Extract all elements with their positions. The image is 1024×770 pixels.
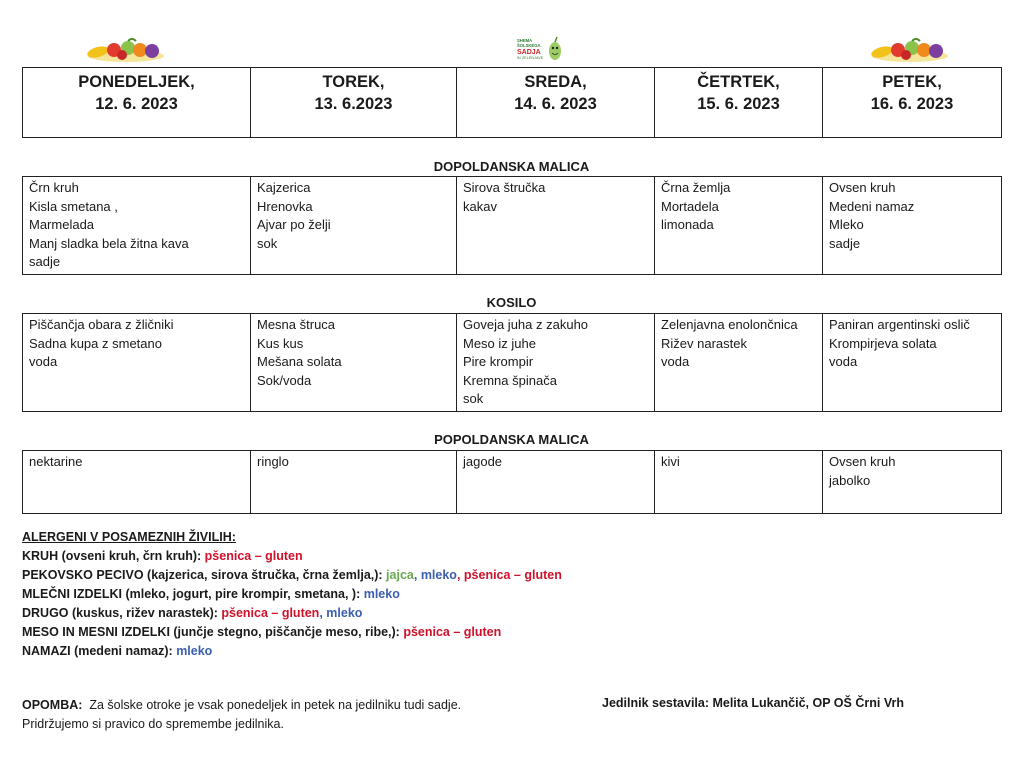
menu-item: Mešana solata <box>257 354 342 370</box>
allergen-label: KRUH (ovseni kruh, črn kruh): <box>22 549 205 563</box>
menu-cell <box>823 451 1002 514</box>
menu-item: jagode <box>463 454 503 469</box>
menu-item: Marmelada <box>29 217 95 233</box>
menu-cell <box>457 451 655 514</box>
allergen-label: PEKOVSKO PECIVO (kajzerica, sirova štručka, črna žemlja,): <box>22 568 387 582</box>
allergen-separator: , <box>456 568 464 582</box>
menu-cell <box>655 177 823 275</box>
day-header-monday <box>23 68 251 138</box>
menu-item: Hrenovka <box>257 198 313 214</box>
menu-item: Kajzerica <box>257 180 311 195</box>
menu-item: Kremna špinača <box>463 372 557 388</box>
note-line-1 <box>22 696 461 715</box>
allergens-heading: ALERGENI V POSAMEZNIH ŽIVILIH: <box>22 530 236 544</box>
menu-item: sok <box>463 391 484 407</box>
logo-text-line-1: SHEMA <box>517 38 533 43</box>
note-section <box>22 696 461 733</box>
allergen-line <box>22 623 562 642</box>
days-header-table <box>22 67 1002 138</box>
allergen-value: pšenica – gluten <box>204 549 303 563</box>
day-name: PETEK, <box>882 73 942 91</box>
section-title-lunch: KOSILO <box>486 295 537 310</box>
section-title-morning-snack: DOPOLDANSKA MALICA <box>433 159 590 174</box>
menu-item: jabolko <box>829 472 871 488</box>
menu-item: sadje <box>829 235 861 251</box>
day-header-friday <box>823 68 1002 138</box>
menu-item: voda <box>29 354 58 370</box>
menu-item: voda <box>661 354 690 370</box>
menu-cell <box>655 451 823 514</box>
menu-item: Mesna štruca <box>257 317 336 332</box>
menu-item: Rižev narastek <box>661 335 747 351</box>
allergen-label: NAMAZI (medeni namaz): <box>22 644 177 658</box>
allergens-section <box>22 528 562 661</box>
menu-cell <box>823 314 1002 412</box>
day-date: 15. 6. 2023 <box>697 95 780 113</box>
day-date: 14. 6. 2023 <box>514 95 597 113</box>
menu-item: ringlo <box>257 454 289 469</box>
menu-item: Manj sladka bela žitna kava <box>29 235 189 251</box>
menu-item: Ajvar po želji <box>257 217 331 233</box>
fruit-vegetables-logo-left <box>84 37 168 66</box>
allergen-label: MESO IN MESNI IZDELKI (junčje stegno, piščančje meso, ribe,): <box>22 625 404 639</box>
morning-snack-table <box>22 176 1002 275</box>
day-header-thursday <box>655 68 823 138</box>
allergen-line <box>22 604 562 623</box>
day-name: TOREK, <box>322 73 385 91</box>
menu-cell <box>251 451 457 514</box>
lunch-table <box>22 313 1002 412</box>
menu-item: Sadna kupa z smetano <box>29 335 162 351</box>
allergen-value: pšenica – gluten <box>403 625 502 639</box>
fruit-vegetables-logo-right <box>868 37 952 66</box>
allergen-label: MLEČNI IZDELKI (mleko, jogurt, pire krompir, smetana, ): <box>22 587 364 601</box>
menu-item: Piščančja obara z žličniki <box>29 317 174 332</box>
allergen-label: DRUGO (kuskus, rižev narastek): <box>22 606 222 620</box>
menu-item: Medeni namaz <box>829 198 915 214</box>
afternoon-snack-table <box>22 450 1002 514</box>
menu-item: Zelenjavna enolončnica <box>661 317 798 332</box>
menu-item: Mleko <box>829 217 864 233</box>
menu-item: nektarine <box>29 454 83 469</box>
allergen-value: jajca <box>386 568 414 582</box>
menu-item: voda <box>829 354 858 370</box>
logo-text-line-4: IN ZELENJAVE <box>517 56 544 60</box>
section-title-afternoon-snack: POPOLDANSKA MALICA <box>434 432 589 447</box>
menu-item: Črna žemlja <box>661 180 731 195</box>
note-label: OPOMBA: <box>22 698 83 712</box>
logo-text-line-2: ŠOLSKEGA <box>517 43 541 48</box>
school-fruit-scheme-logo <box>516 35 564 68</box>
menu-item: Ovsen kruh <box>829 180 896 195</box>
menu-item: Paniran argentinski oslič <box>829 317 970 332</box>
allergen-value: mleko <box>363 587 400 601</box>
allergen-value: mleko <box>420 568 457 582</box>
menu-cell <box>23 314 251 412</box>
day-name: SREDA, <box>524 73 587 91</box>
day-date: 16. 6. 2023 <box>870 95 954 113</box>
menu-item: Meso iz juhe <box>463 335 536 351</box>
allergen-value: mleko <box>326 606 363 620</box>
menu-cell <box>251 314 457 412</box>
menu-cell <box>823 177 1002 275</box>
allergen-value: mleko <box>176 644 213 658</box>
menu-cell <box>457 177 655 275</box>
day-date: 13. 6.2023 <box>314 95 393 113</box>
menu-item: Kus kus <box>257 335 304 351</box>
menu-item: Ovsen kruh <box>829 454 896 469</box>
menu-item: Mortadela <box>661 198 719 214</box>
signature: Jedilnik sestavila: Melita Lukančič, OP OŠ Črni Vrh <box>602 696 904 710</box>
allergen-value: pšenica – gluten <box>463 568 562 582</box>
allergen-value: pšenica – gluten <box>221 606 320 620</box>
menu-item: Črn kruh <box>29 180 79 195</box>
day-date: 12. 6. 2023 <box>95 95 178 113</box>
menu-item: Kisla smetana , <box>29 198 118 214</box>
menu-cell <box>23 451 251 514</box>
menu-item: limonada <box>661 217 714 233</box>
menu-item: kivi <box>661 454 680 469</box>
menu-item: Pire krompir <box>463 354 534 370</box>
menu-item: Sirova štručka <box>463 180 546 195</box>
menu-cell <box>23 177 251 275</box>
note-text: Za šolske otroke je vsak ponedeljek in petek na jedilniku tudi sadje. <box>89 698 462 712</box>
allergen-separator: , <box>413 568 421 582</box>
note-line-2: Pridržujemo si pravico do spremembe jedilnika. <box>22 716 284 731</box>
allergen-line <box>22 566 562 585</box>
day-header-wednesday <box>457 68 655 138</box>
day-name: PONEDELJEK, <box>78 73 195 91</box>
day-header-tuesday <box>251 68 457 138</box>
menu-cell <box>457 314 655 412</box>
allergen-separator: , <box>319 606 327 620</box>
allergen-line <box>22 585 562 604</box>
menu-item: sok <box>257 235 278 251</box>
menu-item: kakav <box>463 198 497 214</box>
allergen-line <box>22 642 562 661</box>
allergen-line <box>22 547 562 566</box>
menu-cell <box>251 177 457 275</box>
menu-item: Sok/voda <box>257 372 312 388</box>
menu-item: Krompirjeva solata <box>829 335 937 351</box>
menu-cell <box>655 314 823 412</box>
day-name: ČETRTEK, <box>697 73 780 91</box>
menu-item: sadje <box>29 254 61 270</box>
menu-item: Goveja juha z zakuho <box>463 317 589 332</box>
logo-text-line-3: SADJA <box>517 49 541 56</box>
